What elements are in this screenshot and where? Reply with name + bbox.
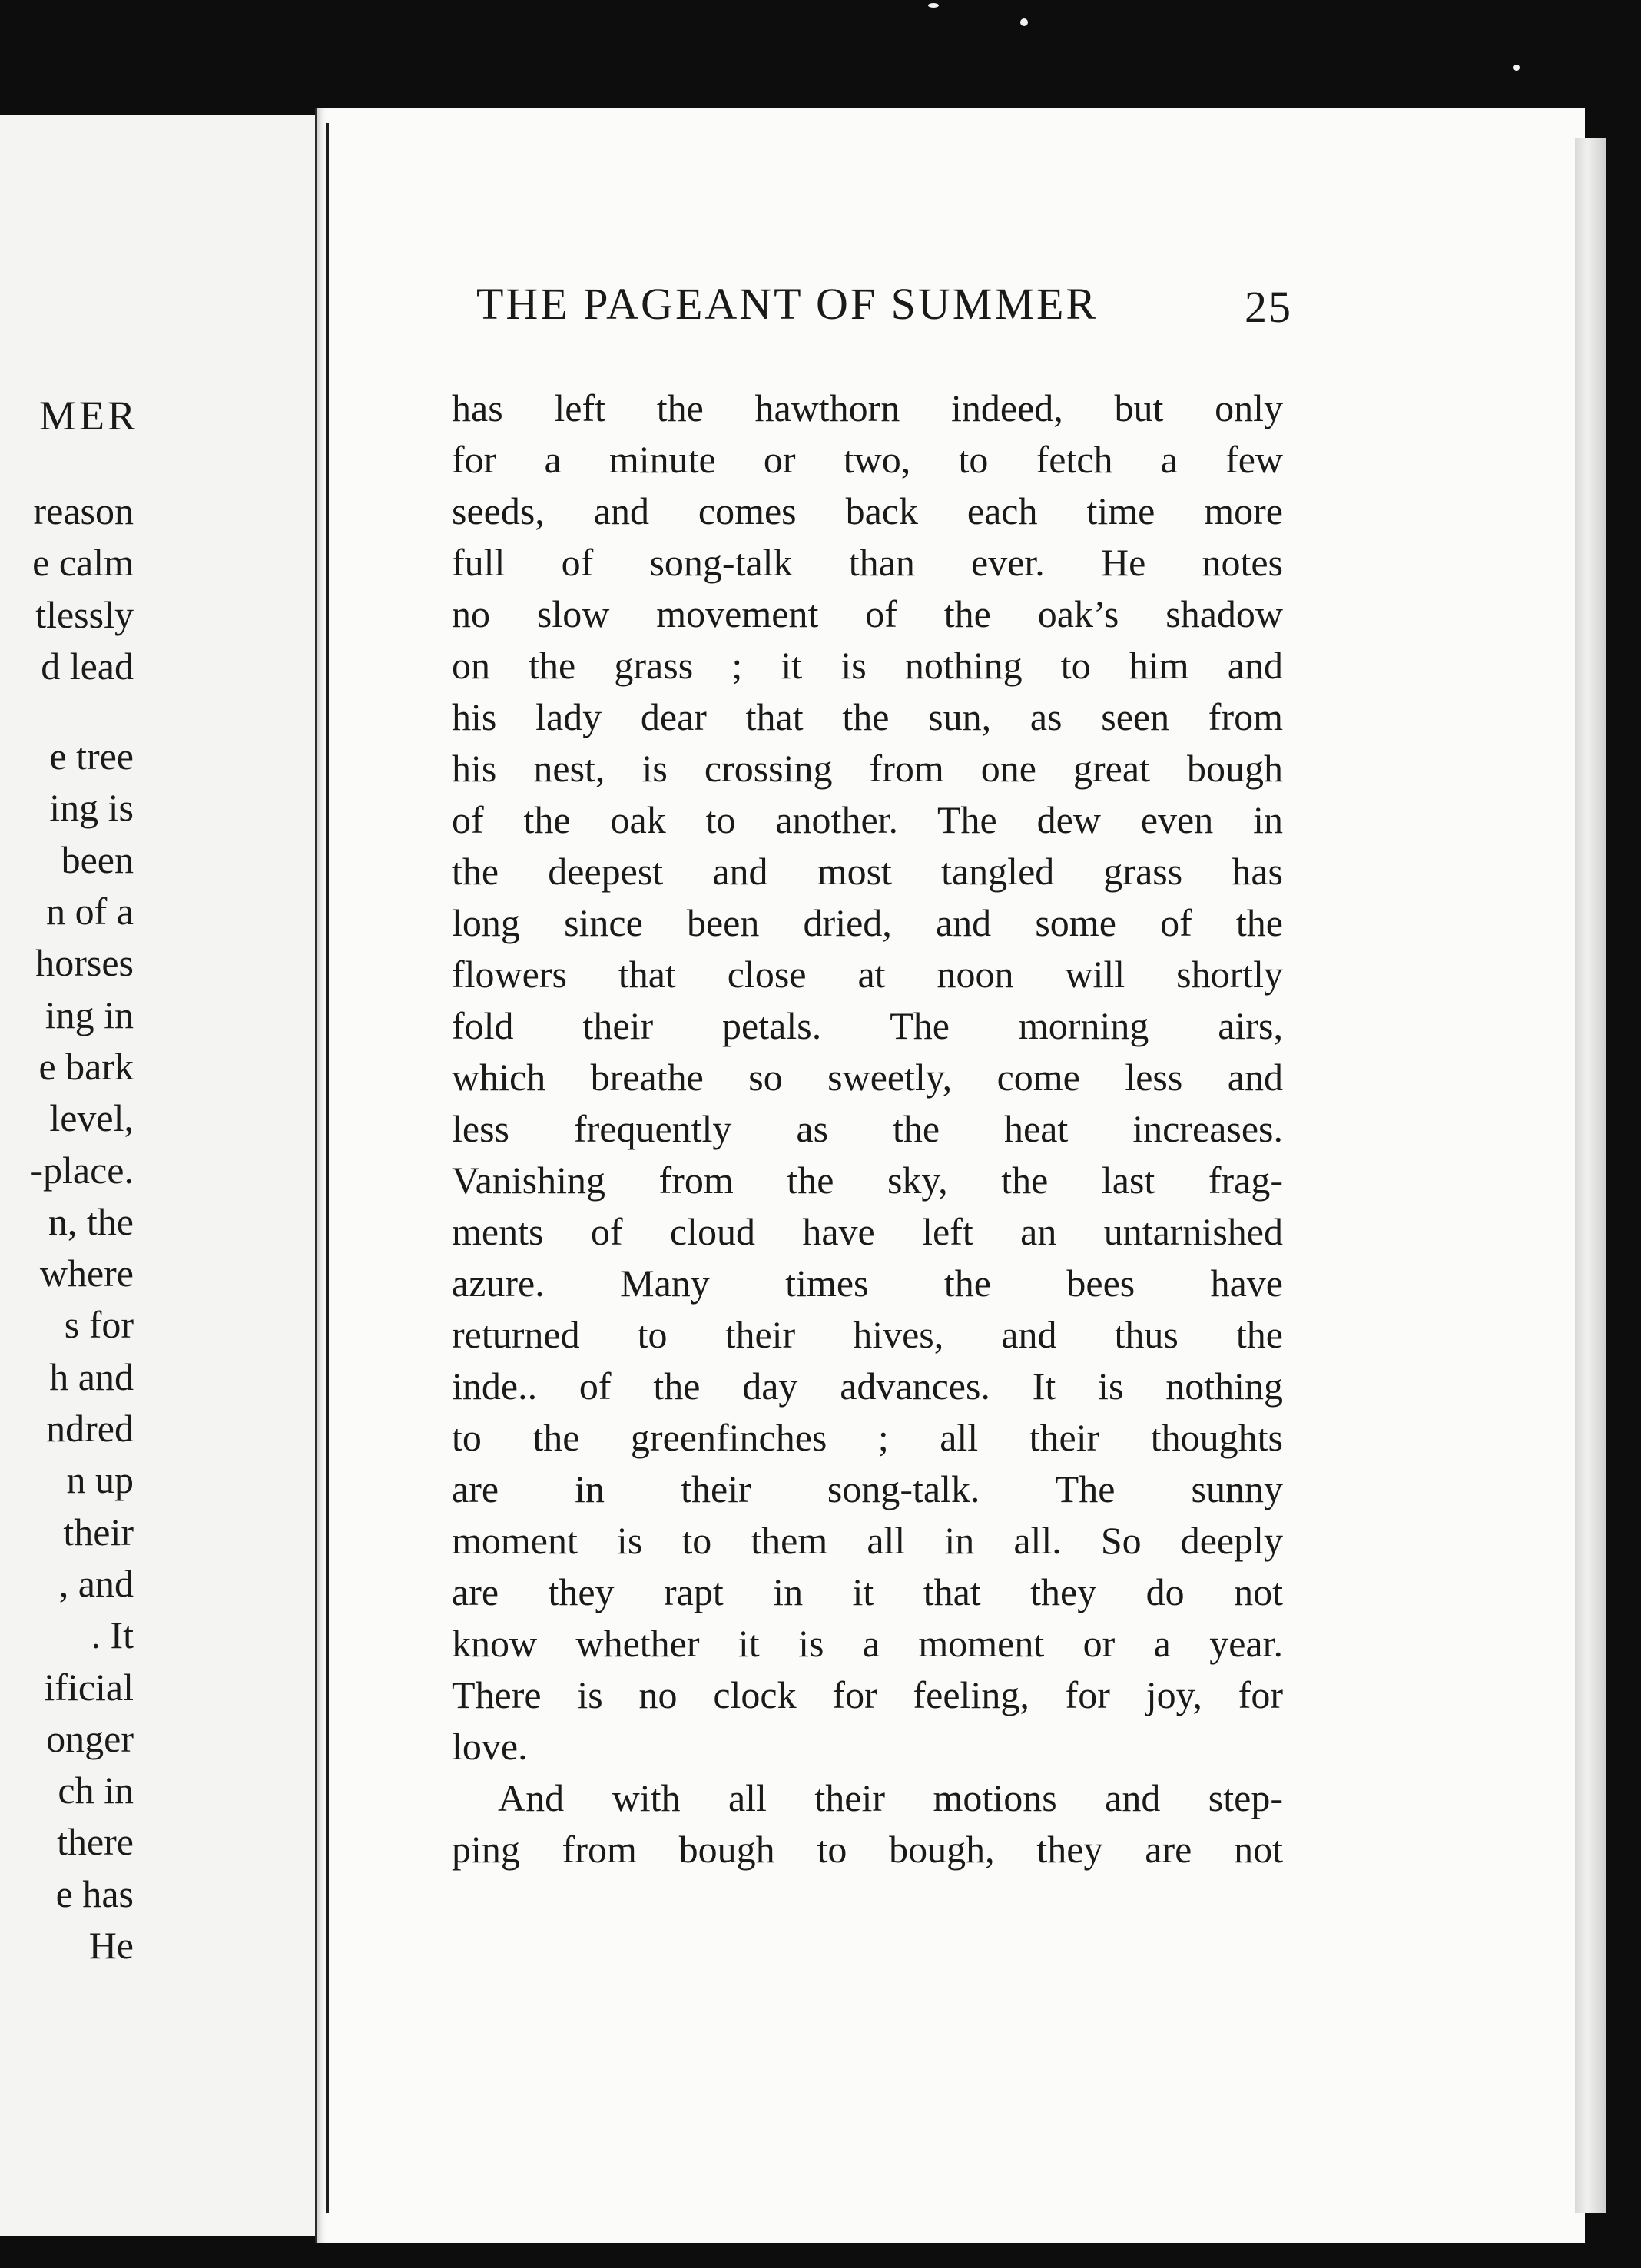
left-line: ing is — [49, 786, 134, 830]
left-line: n, the — [48, 1199, 134, 1243]
text-line: for a minute or two, to fetch a few — [452, 438, 1283, 481]
text-line: full of song-talk than ever. He notes — [452, 541, 1283, 584]
text-line: moment is to them all in all. So deeply — [452, 1519, 1283, 1562]
left-running-head: MER — [38, 393, 138, 439]
scan-speck — [1513, 65, 1520, 71]
text-line: flowers that close at noon will shortly — [452, 953, 1283, 996]
text-line: know whether it is a moment or a year. — [452, 1622, 1283, 1665]
text-line: has left the hawthorn indeed, but only — [452, 386, 1283, 429]
left-line: ch in — [58, 1769, 134, 1812]
left-line: ndred — [46, 1407, 134, 1451]
text-line: less frequently as the heat increases. — [452, 1107, 1283, 1150]
left-line: e tree — [49, 734, 134, 778]
text-line: on the grass ; it is nothing to him and — [452, 644, 1283, 687]
left-line: He — [88, 1924, 134, 1968]
text-line: no slow movement of the oak’s shadow — [452, 592, 1283, 635]
left-line: -place. — [30, 1148, 134, 1192]
text-line: azure. Many times the bees have — [452, 1262, 1283, 1305]
text-line: And with all their motions and step- — [498, 1776, 1283, 1819]
running-head — [476, 278, 1292, 332]
left-line: . It — [91, 1613, 134, 1657]
text-line: inde.. of the day advances. It is nothing — [452, 1364, 1283, 1408]
text-line: his lady dear that the sun, as seen from — [452, 695, 1283, 738]
text-line: love. — [452, 1725, 528, 1768]
left-line: n of a — [46, 890, 134, 933]
left-line: e has — [55, 1872, 134, 1915]
left-line: their — [63, 1510, 134, 1553]
left-line: e calm — [32, 541, 134, 585]
left-line: d lead — [41, 644, 134, 688]
left-page — [0, 115, 330, 2236]
text-line: fold their petals. The morning airs, — [452, 1004, 1283, 1047]
running-head-title: THE PAGEANT OF SUMMER — [476, 279, 1099, 329]
text-line: long since been dried, and some of the — [452, 901, 1283, 944]
text-line: There is no clock for feeling, for joy, for — [452, 1673, 1283, 1716]
left-line: there — [57, 1820, 134, 1864]
scan-speck — [1020, 18, 1028, 26]
left-line: been — [61, 837, 134, 881]
text-line: ments of cloud have left an untarnished — [452, 1210, 1283, 1253]
left-line: ificial — [44, 1665, 134, 1709]
body-text — [452, 383, 1283, 1875]
left-line: tlessly — [35, 592, 134, 636]
left-page-text — [0, 486, 134, 1971]
text-line: Vanishing from the sky, the last frag- — [452, 1159, 1283, 1202]
text-line: the deepest and most tangled grass has — [452, 850, 1283, 893]
left-line: e bark — [38, 1044, 134, 1088]
page-edge — [1575, 138, 1606, 2213]
book-gutter — [326, 123, 329, 2213]
text-line: are in their song-talk. The sunny — [452, 1467, 1283, 1510]
left-line: ing in — [45, 993, 134, 1036]
left-line: , and — [58, 1561, 134, 1605]
page-number: 25 — [1245, 282, 1292, 332]
left-line: h and — [49, 1354, 134, 1398]
text-line: to the greenfinches ; all their thoughts — [452, 1416, 1283, 1459]
text-line: of the oak to another. The dew even in — [452, 798, 1283, 841]
left-line: reason — [33, 489, 134, 532]
left-line: s for — [64, 1303, 134, 1347]
left-line: onger — [46, 1716, 134, 1760]
left-line: where — [39, 1252, 134, 1295]
text-line: which breathe so sweetly, come less and — [452, 1056, 1283, 1099]
scan-speck — [928, 3, 939, 8]
left-line: n up — [66, 1458, 134, 1502]
text-line: seeds, and comes back each time more — [452, 489, 1283, 532]
text-line: are they rapt in it that they do not — [452, 1570, 1283, 1613]
left-line: level, — [49, 1096, 134, 1140]
text-line: returned to their hives, and thus the — [452, 1313, 1283, 1356]
text-line: ping from bough to bough, they are not — [452, 1828, 1283, 1871]
left-line: horses — [35, 941, 134, 985]
text-line: his nest, is crossing from one great bough — [452, 747, 1283, 790]
